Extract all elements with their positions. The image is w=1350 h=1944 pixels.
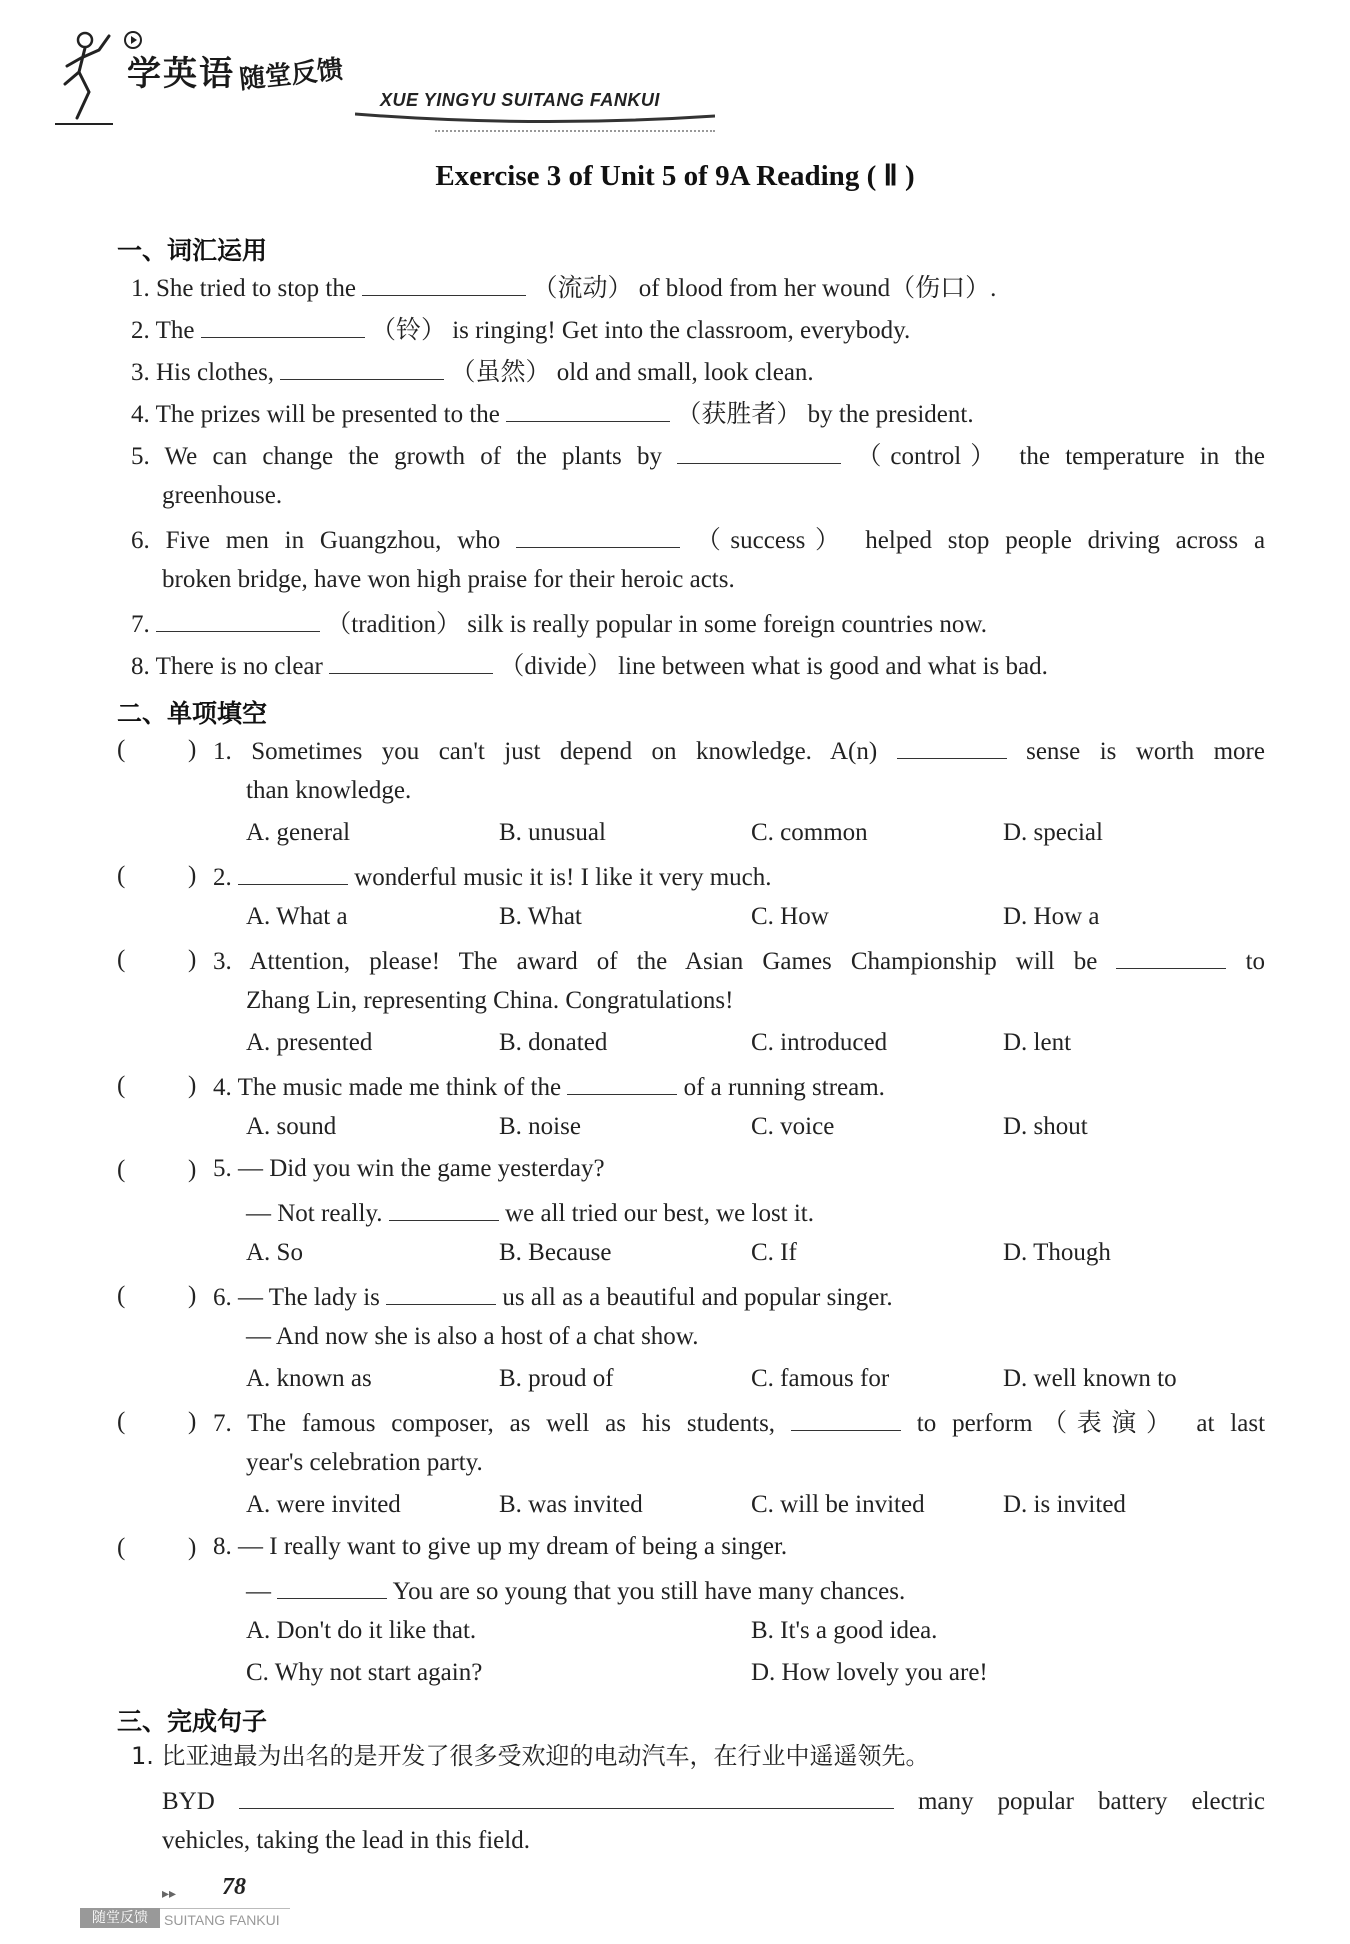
option-a[interactable]: A. Don't do it like that. (246, 1617, 477, 1644)
brand-pinyin: XUE YINGYU SUITANG FANKUI (380, 90, 660, 110)
answer-bracket-close: ) (188, 1408, 197, 1435)
question-continuation: greenhouse. (162, 482, 283, 509)
option-c[interactable]: C. famous for (751, 1365, 890, 1392)
footer-tag-pinyin: SUITANG FANKUI (164, 1912, 280, 1928)
question-continuation: year's celebration party. (246, 1449, 483, 1476)
answer-blank[interactable] (897, 736, 1007, 759)
question-item: 3. His clothes, （虽然） old and small, look clean. (131, 359, 814, 386)
brand-title: 学英语 (127, 54, 235, 94)
question-item: 1. 比亚迪最为出名的是开发了很多受欢迎的电动汽车，在行业中遥遥领先。 (131, 1742, 930, 1770)
question-continuation: broken bridge, have won high praise for their heroic acts. (162, 566, 735, 593)
answer-blank[interactable] (280, 357, 444, 380)
option-a[interactable]: A. What a (246, 903, 348, 930)
answer-bracket-close: ) (188, 1156, 197, 1183)
option-a[interactable]: A. known as (246, 1365, 372, 1392)
answer-blank[interactable] (506, 399, 670, 422)
question-item: 2. wonderful music it is! I like it very much. (213, 864, 772, 891)
answer-bracket-close: ) (188, 946, 197, 973)
question-item: 8. — I really want to give up my dream of being a singer. (213, 1533, 788, 1560)
answer-bracket-open: ( (117, 1072, 126, 1099)
question-item: 7. The famous composer, as well as his students, to perform（表演） at last (213, 1410, 1266, 1437)
option-a[interactable]: A. sound (246, 1113, 337, 1140)
answer-blank[interactable] (386, 1282, 496, 1305)
option-b[interactable]: B. noise (499, 1113, 581, 1140)
runner-logo-icon (55, 28, 117, 126)
option-b[interactable]: B. was invited (499, 1491, 643, 1518)
question-item: 1. She tried to stop the （流动） of blood from her wound（伤口）. (131, 275, 997, 302)
option-b[interactable]: B. Because (499, 1239, 612, 1266)
question-continuation: — And now she is also a host of a chat show. (246, 1323, 699, 1350)
section-heading-vocabulary: 一、词汇运用 (117, 236, 268, 265)
question-item: 5. We can change the growth of the plants by （control） the temperature in the (131, 443, 1266, 470)
answer-bracket-close: ) (188, 1072, 197, 1099)
answer-blank[interactable] (677, 441, 841, 464)
answer-bracket-open: ( (117, 1408, 126, 1435)
question-item: 5. — Did you win the game yesterday? (213, 1155, 605, 1182)
answer-bracket-open: ( (117, 862, 126, 889)
answer-bracket-close: ) (188, 1282, 197, 1309)
question-continuation: than knowledge. (246, 777, 412, 804)
question-item: 2. The （铃） is ringing! Get into the classroom, everybody. (131, 317, 911, 344)
header-dotted-divider (435, 130, 715, 132)
option-c[interactable]: C. If (751, 1239, 797, 1266)
question-item: 8. There is no clear （divide） line between what is good and what is bad. (131, 653, 1048, 680)
section-heading-multiple-choice: 二、单项填空 (117, 699, 268, 728)
brand-subtitle: 随堂反馈 (237, 54, 345, 96)
question-item: 1. Sometimes you can't just depend on knowledge. A(n) sense is worth more (213, 738, 1265, 765)
option-b[interactable]: B. unusual (499, 819, 606, 846)
page-arrow-icon: ▸▸ (162, 1886, 177, 1902)
answer-bracket-open: ( (117, 1156, 126, 1183)
answer-blank[interactable] (389, 1198, 499, 1221)
option-d[interactable]: D. special (1003, 819, 1103, 846)
question-item: 3. Attention, please! The award of the Asian Games Championship will be to (213, 948, 1266, 975)
option-d[interactable]: D. shout (1003, 1113, 1088, 1140)
option-c[interactable]: C. How (751, 903, 829, 930)
option-a[interactable]: A. general (246, 819, 351, 846)
swoosh-decoration-icon (355, 112, 715, 126)
question-continuation: vehicles, taking the lead in this field. (162, 1827, 530, 1854)
page-number: 78 (222, 1874, 246, 1900)
question-item: 7. （tradition） silk is really popular in some foreign countries now. (131, 611, 988, 638)
option-c[interactable]: C. introduced (751, 1029, 888, 1056)
page-header (55, 28, 675, 128)
answer-blank[interactable] (362, 273, 526, 296)
answer-bracket-open: ( (117, 946, 126, 973)
answer-blank[interactable] (567, 1072, 677, 1095)
footer-divider (160, 1908, 290, 1909)
option-a[interactable]: A. were invited (246, 1491, 401, 1518)
option-c[interactable]: C. common (751, 819, 868, 846)
question-item: 4. The prizes will be presented to the （获胜者） by the president. (131, 401, 974, 428)
answer-blank[interactable] (156, 609, 320, 632)
answer-bracket-close: ) (188, 1534, 197, 1561)
section-heading-complete-sentences: 三、完成句子 (117, 1707, 268, 1736)
answer-blank[interactable] (791, 1408, 901, 1431)
option-d[interactable]: D. How lovely you are! (751, 1659, 988, 1686)
option-b[interactable]: B. donated (499, 1029, 608, 1056)
option-b[interactable]: B. What (499, 903, 582, 930)
question-item: 6. Five men in Guangzhou, who （success） helped stop people driving across a (131, 527, 1266, 554)
question-continuation: Zhang Lin, representing China. Congratulations! (246, 987, 734, 1014)
question-item: 4. The music made me think of the of a running stream. (213, 1074, 885, 1101)
answer-blank[interactable] (201, 315, 365, 338)
answer-bracket-open: ( (117, 1282, 126, 1309)
answer-bracket-open: ( (117, 736, 126, 763)
option-c[interactable]: C. Why not start again? (246, 1659, 483, 1686)
option-d[interactable]: D. is invited (1003, 1491, 1126, 1518)
question-item: 6. — The lady is us all as a beautiful and popular singer. (213, 1284, 893, 1311)
question-continuation: BYD many popular battery electric (162, 1788, 1266, 1815)
answer-blank[interactable] (238, 862, 348, 885)
footer-tag: 随堂反馈 (80, 1908, 160, 1928)
option-d[interactable]: D. Though (1003, 1239, 1111, 1266)
option-d[interactable]: D. well known to (1003, 1365, 1177, 1392)
question-continuation: — You are so young that you still have many chances. (246, 1578, 906, 1605)
option-a[interactable]: A. So (246, 1239, 303, 1266)
page-title: Exercise 3 of Unit 5 of 9A Reading ( Ⅱ ) (435, 160, 915, 192)
answer-bracket-close: ) (188, 736, 197, 763)
answer-blank[interactable] (1116, 946, 1226, 969)
option-c[interactable]: C. voice (751, 1113, 835, 1140)
option-d[interactable]: D. lent (1003, 1029, 1072, 1056)
answer-blank[interactable] (516, 525, 680, 548)
answer-blank[interactable] (277, 1576, 387, 1599)
option-c[interactable]: C. will be invited (751, 1491, 925, 1518)
answer-bracket-close: ) (188, 862, 197, 889)
option-b[interactable]: B. proud of (499, 1365, 614, 1392)
answer-blank[interactable] (239, 1786, 894, 1809)
option-b[interactable]: B. It's a good idea. (751, 1617, 938, 1644)
option-d[interactable]: D. How a (1003, 903, 1100, 930)
question-continuation: — Not really. we all tried our best, we lost it. (246, 1200, 815, 1227)
answer-bracket-open: ( (117, 1534, 126, 1561)
answer-blank[interactable] (329, 651, 493, 674)
option-a[interactable]: A. presented (246, 1029, 373, 1056)
